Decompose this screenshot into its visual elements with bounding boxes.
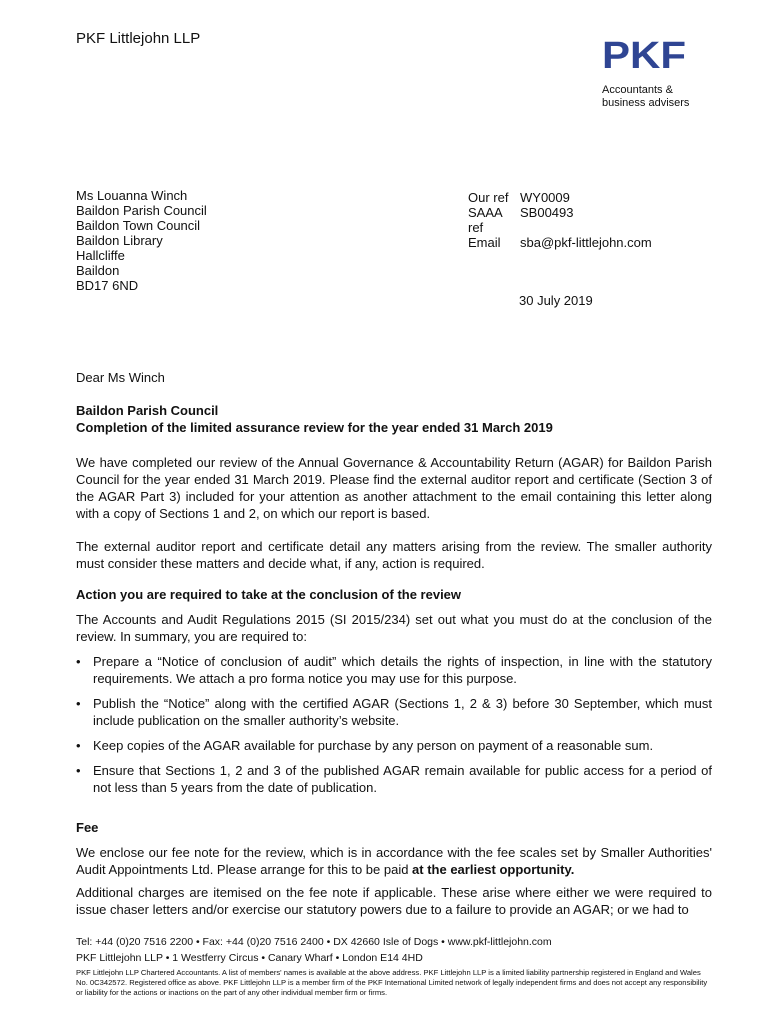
requirements-list <box>76 653 712 804</box>
body-paragraph-1: We have completed our review of the Annual Governance & Accountability Return (AGAR) for Baildon Parish Council for the year ended 31 March 2019. Please find the external auditor report and certificate (Section 3 of the AGAR Part 3) included for your attention as another attachment to the email containing this letter along with a copy of Sections 1 and 2, on which our report is based. <box>76 455 712 521</box>
list-item <box>76 695 712 729</box>
saaa-ref-value: SB00493 <box>520 205 574 220</box>
address-line: Hallcliffe <box>76 248 125 263</box>
body-paragraph-2: The external auditor report and certificate detail any matters arising from the review. The smaller authority must consider these matters and decide what, if any, action is required. <box>76 539 712 571</box>
address-line: BD17 6ND <box>76 278 139 293</box>
list-item-text: Publish the “Notice” along with the certified AGAR (Sections 1, 2 & 3) before 30 September, which must include publication on the smaller authority’s website. <box>93 696 712 728</box>
footer-address-line: PKF Littlejohn LLP • 1 Westferry Circus • Canary Wharf • London E14 4HD <box>76 952 423 964</box>
our-ref-value: WY0009 <box>520 190 570 205</box>
our-ref-label: Our ref <box>468 190 509 205</box>
fee-emphasis: at the earliest opportunity. <box>412 862 575 877</box>
address-line: Baildon Parish Council <box>76 203 207 218</box>
address-line: Baildon Library <box>76 233 163 248</box>
subject-line-1: Baildon Parish Council <box>76 403 219 418</box>
salutation: Dear Ms Winch <box>76 370 165 385</box>
recipient-address <box>76 188 207 293</box>
saaa-ref-label <box>468 205 520 235</box>
saaa-ref-label-line-1: SAAA <box>468 205 503 220</box>
body-paragraph-5: Additional charges are itemised on the fee note if applicable. These arise where either we were required to issue chaser letters and/or exercise our statutory powers due to a failure to provide an AGAR; or we had to <box>76 885 712 917</box>
pkf-logo <box>602 38 688 72</box>
tagline-line-1: Accountants & <box>602 84 673 96</box>
subject-line-2: Completion of the limited assurance review for the year ended 31 March 2019 <box>76 420 553 435</box>
address-line: Baildon <box>76 263 120 278</box>
letter-date: 30 July 2019 <box>519 293 593 308</box>
bullet-icon: • <box>76 738 81 753</box>
action-heading: Action you are required to take at the conclusion of the review <box>76 587 462 602</box>
bullet-icon: • <box>76 763 81 778</box>
bullet-icon: • <box>76 654 81 669</box>
list-item-text: Ensure that Sections 1, 2 and 3 of the published AGAR remain available for public access for a period of not less than 5 years from the date of publication. <box>93 763 712 795</box>
list-item <box>76 762 712 796</box>
list-item-text: Prepare a “Notice of conclusion of audit” which details the rights of inspection, in line with the statutory requirements. We attach a pro forma notice you may use for this purpose. <box>93 654 712 686</box>
bullet-icon: • <box>76 696 81 711</box>
fee-heading: Fee <box>76 820 99 835</box>
body-paragraph-4 <box>76 844 712 878</box>
list-item-text: Keep copies of the AGAR available for purchase by any person on payment of a reasonable sum. <box>93 738 654 753</box>
footer-contact <box>76 934 552 966</box>
email-label: Email <box>468 235 501 250</box>
tagline-line-2: business advisers <box>602 97 690 109</box>
address-line: Ms Louanna Winch <box>76 188 188 203</box>
saaa-ref-label-line-2: ref <box>468 220 484 235</box>
address-line: Baildon Town Council <box>76 218 201 233</box>
footer-legal: PKF Littlejohn LLP Chartered Accountants. A list of members' names is available at the above address. PKF Littlejohn LLP is a limited liability partnership registered in England and Wales No. 0C342572. Registered office as above. PKF Littlejohn LLP is a member firm of the PKF International Limited network of legally independent firms and does not accept any responsibility or liability for the actions or inactions on the part of any other individual member firm or firms. <box>76 968 708 997</box>
reference-block <box>468 190 652 250</box>
body-paragraph-3: The Accounts and Audit Regulations 2015 (SI 2015/234) set out what you must do at the conclusion of the review. In summary, you are required to: <box>76 612 712 644</box>
email-value: sba@pkf-littlejohn.com <box>520 235 652 250</box>
tagline <box>602 84 689 110</box>
subject-heading <box>76 402 553 436</box>
firm-name: PKF Littlejohn LLP <box>76 30 201 47</box>
fee-text: We enclose our fee note for the review, which is in accordance with the fee scales set by Smaller Authorities' Audit Appointments Ltd. Please arrange for this to be paid <box>76 845 712 877</box>
list-item <box>76 737 712 754</box>
list-item <box>76 653 712 687</box>
logo-text: PKF <box>602 38 686 72</box>
footer-contact-line: Tel: +44 (0)20 7516 2200 • Fax: +44 (0)20 7516 2400 • DX 42660 Isle of Dogs • www.pkf-littlejohn.com <box>76 936 552 948</box>
